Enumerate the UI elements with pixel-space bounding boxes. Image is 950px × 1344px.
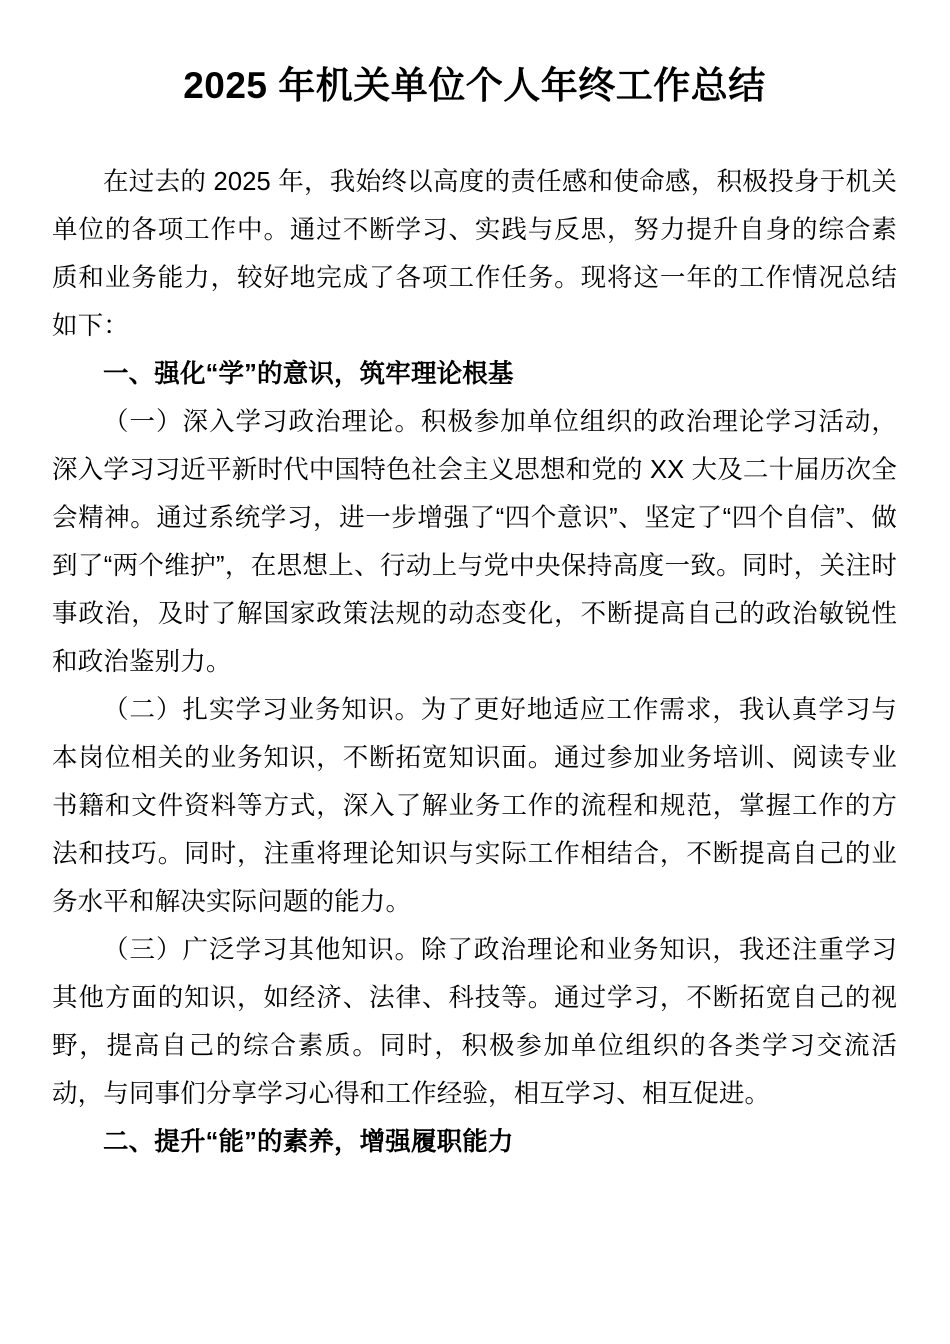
section-heading-one: 一、强化“学”的意识，筑牢理论根基 [103, 360, 514, 388]
subsection-one-three: （三）广泛学习其他知识。除了政治理论和业务知识，我还注重学习其他方面的知识，如经济、法律、科技等。通过学习，不断拓宽自己的视野，提高自己的综合素质。同时，积极参加单位组织的各类学习交流活动，与同事们分享学习心得和工作经验，相互学习、相互促进。 [52, 936, 897, 1108]
section-heading-two: 二、提升“能”的素养，增强履职能力 [103, 1128, 514, 1156]
page-title: 2025 年机关单位个人年终工作总结 [183, 65, 766, 106]
document-body [52, 0, 897, 1166]
subsection-one-two: （二）扎实学习业务知识。为了更好地适应工作需求，我认真学习与本岗位相关的业务知识，不断拓宽知识面。通过参加业务培训、阅读专业书籍和文件资料等方式，深入了解业务工作的流程和规范，掌握工作的方法和技巧。同时，注重将理论知识与实际工作相结合，不断提高自己的业务水平和解决实际问题的能力。 [52, 696, 897, 916]
intro-paragraph: 在过去的 2025 年，我始终以高度的责任感和使命感，积极投身于机关单位的各项工作中。通过不断学习、实践与反思，努力提升自身的综合素质和业务能力，较好地完成了各项工作任务。现将这一年的工作情况总结如下： [52, 168, 897, 340]
document-content [52, 158, 897, 1166]
title-spacer [52, 110, 897, 158]
subsection-one-one: （一）深入学习政治理论。积极参加单位组织的政治理论学习活动，深入学习习近平新时代中国特色社会主义思想和党的 XX 大及二十届历次全会精神。通过系统学习，进一步增强了“四个意识”、坚定了“四个自信”、做到了“两个维护”，在思想上、行动上与党中央保持高度一致。同时，关注时事政治，及时了解国家政策法规的动态变化，不断提高自己的政治敏锐性和政治鉴别力。 [52, 408, 897, 676]
